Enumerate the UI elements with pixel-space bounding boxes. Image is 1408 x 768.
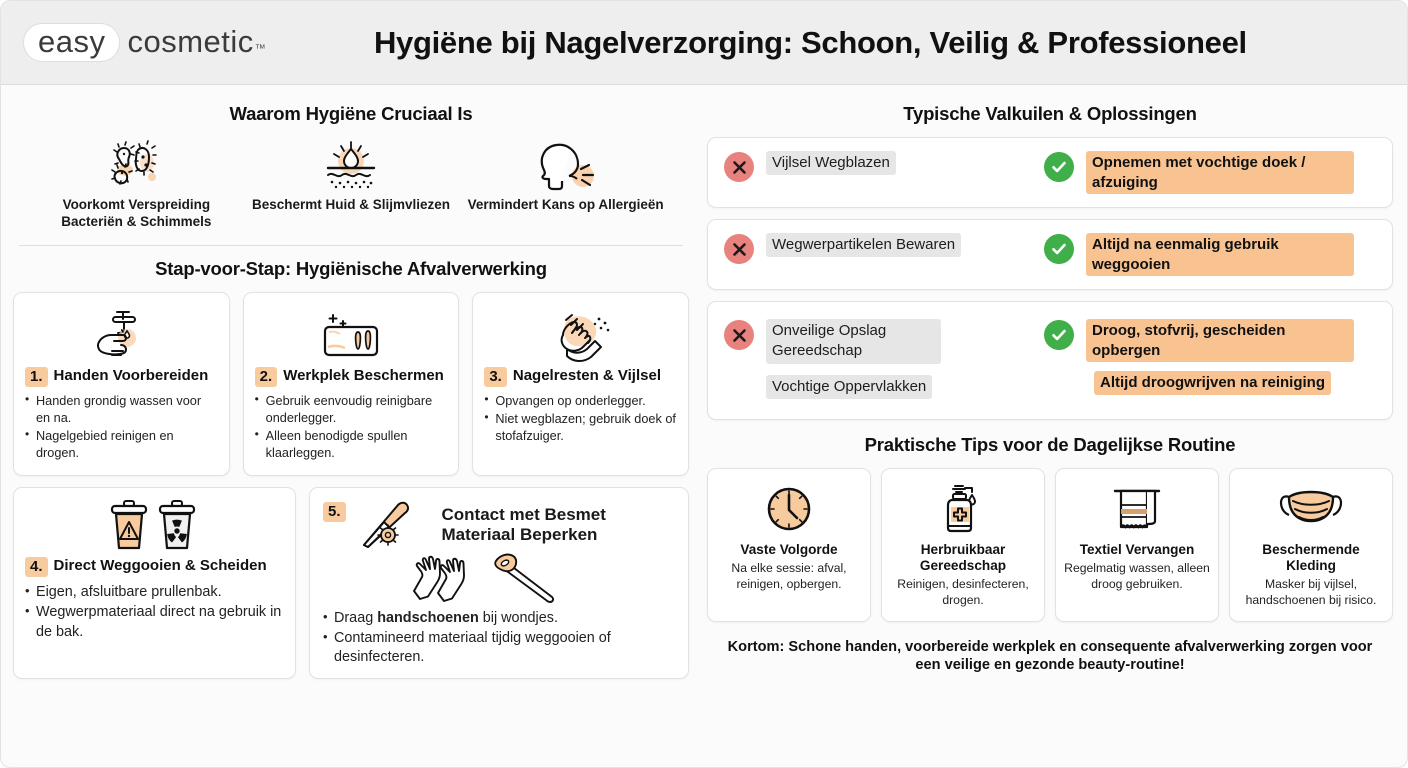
tip-card xyxy=(1055,468,1219,622)
step-number-badge: 2. xyxy=(255,367,278,388)
pitfall-good-chips xyxy=(1086,319,1354,395)
step-number-badge: 4. xyxy=(25,557,48,578)
pitfall-bad-chips xyxy=(766,151,896,175)
step-header xyxy=(484,367,677,388)
tip-description: Masker bij vijlsel, handschoenen bij risico. xyxy=(1245,577,1377,607)
tip-description: Na elke sessie: afval, reinigen, opbergen. xyxy=(731,561,847,591)
tip-description: Regelmatig wassen, alleen droog gebruiken. xyxy=(1064,561,1210,591)
bullet-item: • Draag handschoenen bij wondjes. xyxy=(323,609,675,628)
benefit-item xyxy=(36,137,236,231)
step-title: Contact met Besmet Materiaal Beperken xyxy=(441,504,606,544)
pitfall-row xyxy=(707,219,1393,290)
tips-section-title: Praktische Tips voor de Dagelijkse Routine xyxy=(864,433,1236,455)
step-number-badge: 3. xyxy=(484,367,507,388)
tip-card xyxy=(1229,468,1393,622)
pitfall-good-chips xyxy=(1086,151,1354,194)
tip-title: Beschermende Kleding xyxy=(1262,541,1360,574)
gloves-and-tool-illustration xyxy=(323,551,675,603)
face-mask-icon xyxy=(1238,480,1384,538)
pitfall-row xyxy=(707,137,1393,208)
handwash-faucet-icon xyxy=(25,303,218,365)
step-title: Werkplek Beschermen xyxy=(283,366,444,384)
step-bullets xyxy=(25,583,284,642)
tips-row xyxy=(707,468,1393,622)
bad-chip: Vijlsel Wegblazen xyxy=(766,151,896,175)
step-number-badge: 1. xyxy=(25,367,48,388)
step-bullets xyxy=(484,393,677,445)
bullet-item: • Alleen benodigde spullen klaarleggen. xyxy=(255,428,448,462)
benefit-label: Beschermt Huid & Slijmvliezen xyxy=(251,197,451,212)
tip-card xyxy=(881,468,1045,622)
brand-cosmetic-text: cosmetic xyxy=(127,24,254,59)
brand-trademark-symbol: ™ xyxy=(254,43,266,55)
tip-description: Reinigen, desinfecteren, drogen. xyxy=(897,577,1029,607)
pitfall-bad-side xyxy=(724,319,1044,399)
brand-logo xyxy=(23,23,266,62)
cross-circle-icon xyxy=(724,234,754,264)
benefits-section-title: Waarom Hygiëne Cruciaal Is xyxy=(229,103,473,124)
benefit-label: Voorkomt Verspreiding Bacteriën & Schimmels xyxy=(61,197,212,229)
pitfall-bad-chips xyxy=(766,319,941,399)
step-header xyxy=(25,557,284,578)
bullet-item: • Eigen, afsluitbare prullenbak. xyxy=(25,583,284,602)
pitfall-row xyxy=(707,301,1393,420)
step-header xyxy=(25,367,218,388)
workmat-tools-icon xyxy=(255,303,448,365)
good-chip: Opnemen met vochtige doek / afzuiging xyxy=(1086,151,1354,194)
bacteria-icon xyxy=(36,137,236,193)
bullet-item: • Opvangen op onderlegger. xyxy=(484,393,677,410)
pitfall-good-chips xyxy=(1086,233,1354,276)
skin-droplet-icon xyxy=(251,137,451,193)
pitfall-good-side xyxy=(1044,151,1376,194)
step-title: Handen Voorbereiden xyxy=(53,366,209,384)
step-card xyxy=(472,292,689,476)
step-card xyxy=(243,292,460,476)
cross-circle-icon xyxy=(724,320,754,350)
steps-row-bottom xyxy=(13,487,689,680)
check-circle-icon xyxy=(1044,152,1074,182)
clock-icon xyxy=(716,480,862,538)
wipe-hand-cloth-icon xyxy=(484,303,677,365)
pitfall-bad-side xyxy=(724,151,1044,182)
allergy-sneeze-icon xyxy=(466,137,666,193)
disinfectant-bottle-icon xyxy=(890,480,1036,538)
right-column xyxy=(701,85,1407,768)
bad-chip: Wegwerpartikelen Bewaren xyxy=(766,233,961,257)
tip-title: Vaste Volgorde xyxy=(740,541,838,557)
tip-title: Textiel Vervangen xyxy=(1079,541,1195,557)
bad-chip: Vochtige Oppervlakken xyxy=(766,375,932,399)
bullet-item: • Gebruik eenvoudig reinigbare onderlegger. xyxy=(255,393,448,427)
bullet-item: • Nagelgebied reinigen en drogen. xyxy=(25,428,218,462)
pitfalls-section-title: Typische Valkuilen & Oplossingen xyxy=(903,103,1197,124)
step-bullets xyxy=(25,393,218,462)
benefit-label: Vermindert Kans op Allergieën xyxy=(467,197,664,212)
content-body xyxy=(1,85,1407,768)
left-column xyxy=(1,85,701,768)
bad-chip: Onveilige Opslag Gereedschap xyxy=(766,319,941,364)
step-bullets xyxy=(255,393,448,462)
two-bins-icon xyxy=(25,497,284,555)
benefit-item xyxy=(466,137,666,214)
step-bullets xyxy=(323,609,675,668)
page-title: Hygiëne bij Nagelverzorging: Schoon, Veilig & Professioneel xyxy=(373,24,1247,60)
header-bar xyxy=(1,1,1407,85)
brand-easy-text: easy xyxy=(23,23,120,62)
pitfall-bad-chips xyxy=(766,233,961,257)
good-chip: Droog, stofvrij, gescheiden opbergen xyxy=(1086,319,1354,362)
step-title: Nagelresten & Vijlsel xyxy=(512,366,661,384)
bullet-item: • Handen grondig wassen voor en na. xyxy=(25,393,218,427)
pitfall-bad-side xyxy=(724,233,1044,264)
pitfall-good-side xyxy=(1044,319,1376,395)
steps-section-title: Stap-voor-Stap: Hygiënische Afvalverwerking xyxy=(155,257,547,279)
bullet-item: • Wegwerpmateriaal direct na gebruik in de bak. xyxy=(25,603,284,642)
step-title: Direct Weggooien & Scheiden xyxy=(53,556,267,574)
steps-row-top xyxy=(13,292,689,476)
check-circle-icon xyxy=(1044,320,1074,350)
benefits-row xyxy=(13,137,689,231)
step-card xyxy=(13,487,296,680)
tip-card xyxy=(707,468,871,622)
bullet-item: • Niet wegblazen; gebruik doek of stofafzuiger. xyxy=(484,411,677,445)
contaminated-tool-icon xyxy=(354,497,428,553)
bullet-item: • Contamineerd materiaal tijdig weggooien of desinfecteren. xyxy=(323,629,675,668)
tip-title: Herbruikbaar Gereedschap xyxy=(919,541,1007,574)
cross-circle-icon xyxy=(724,152,754,182)
step-card xyxy=(309,487,689,680)
step-card xyxy=(13,292,230,476)
good-chip: Altijd droogwrijven na reiniging xyxy=(1094,371,1331,395)
step-header xyxy=(255,367,448,388)
good-chip: Altijd na eenmalig gebruik weggooien xyxy=(1086,233,1354,276)
step-header xyxy=(323,497,675,553)
step-number-badge: 5. xyxy=(323,502,346,523)
section-divider xyxy=(19,245,683,246)
benefit-item xyxy=(251,137,451,214)
check-circle-icon xyxy=(1044,234,1074,264)
closing-statement: Kortom: Schone handen, voorbereide werkplek en consequente afvalverwerking zorgen voor een veilige en gezonde beauty-routine! xyxy=(727,638,1373,674)
pitfall-good-side xyxy=(1044,233,1376,276)
towel-icon xyxy=(1064,480,1210,538)
